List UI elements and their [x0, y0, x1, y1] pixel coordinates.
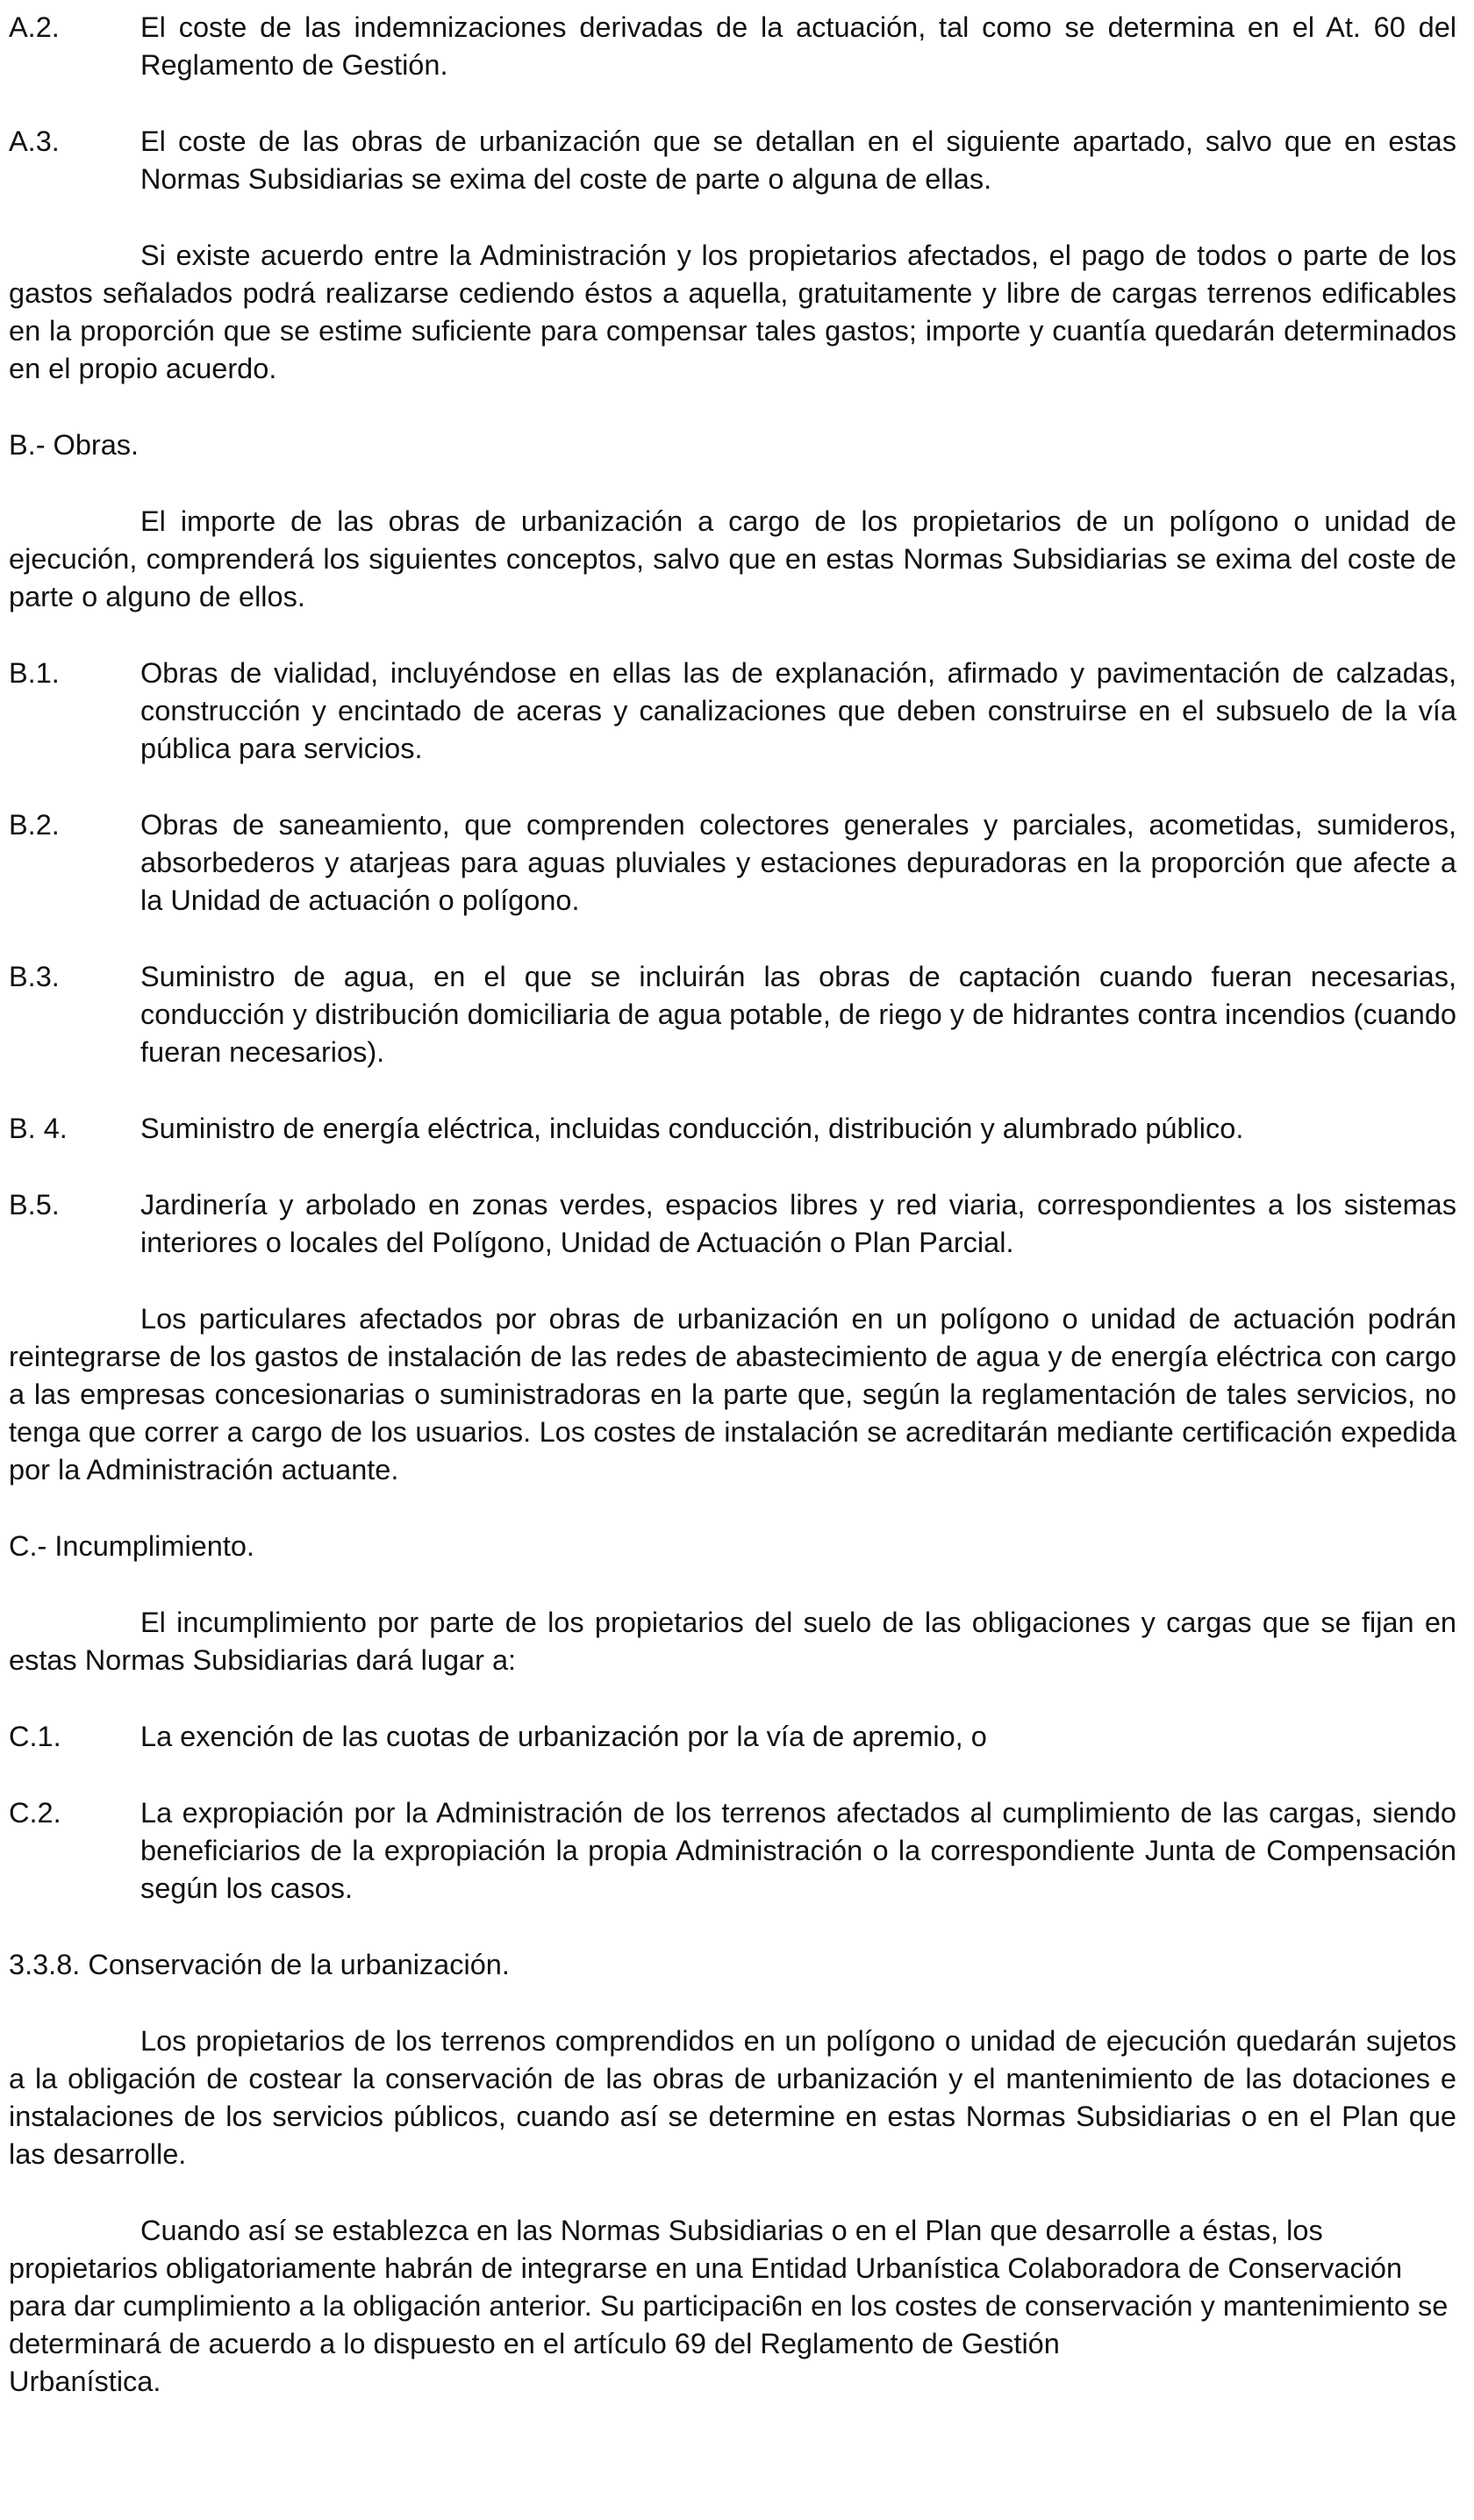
- heading-conservacion: 3.3.8. Conservación de la urbanización.: [9, 1949, 510, 1980]
- paragraph-conservacion-obligation: Los propietarios de los terrenos comprendidos en un polígono o unidad de ejecución quedarán sujetos a la obligación de costear la conservación de las obras de urbanización y el mantenimiento de las dotaciones e instalaciones de los servicios públicos, cuando así se determine en estas Normas Subsidiarias o en el Plan que las desarrolle.: [9, 2025, 1456, 2170]
- item-text: La exención de las cuotas de urbanización por la vía de apremio, o: [140, 1721, 987, 1752]
- list-item: [9, 806, 1456, 920]
- heading-obras: B.- Obras.: [9, 429, 140, 461]
- item-number: B.3.: [9, 961, 60, 992]
- list-item: [9, 123, 1456, 198]
- item-number: B.5.: [9, 1189, 60, 1221]
- document-page: [9, 9, 1456, 2401]
- paragraph-conservacion-entity: [9, 2212, 1456, 2401]
- item-number: A.3.: [9, 125, 60, 157]
- item-number: B.2.: [9, 809, 60, 841]
- item-text: El coste de las indemnizaciones derivadas de la actuación, tal como se determina en el At. 60 del Reglamento de Gestión.: [140, 11, 1456, 81]
- item-text: El coste de las obras de urbanización que se detallan en el siguiente apartado, salvo que en estas Normas Subsidiarias se exima del coste de parte o alguna de ellas.: [140, 125, 1456, 195]
- paragraph-incumplimiento-intro: El incumplimiento por parte de los propietarios del suelo de las obligaciones y cargas que se fijan en estas Normas Subsidiarias dará lugar a:: [9, 1607, 1456, 1676]
- paragraph-conservacion-entity-end: Urbanística.: [9, 2366, 161, 2397]
- paragraph-conservacion-entity-text: Cuando así se establezca en las Normas Subsidiarias o en el Plan que desarrolle a éstas, los propietarios obligatoriamente habrán de integrarse en una Entidad Urbanística Colaboradora de Conservación para dar cumplimiento a la obligación anterior. Su participaci6n en los costes de conservación y mantenimiento se determinará de acuerdo a lo dispuesto en el artículo 69 del Reglamento de Gestión: [9, 2215, 1449, 2359]
- list-item: [9, 1718, 1456, 1756]
- list-item: [9, 958, 1456, 1071]
- paragraph-reimbursement: Los particulares afectados por obras de urbanización en un polígono o unidad de actuación podrán reintegrarse de los gastos de instalación de las redes de abastecimiento de agua y de energía eléctrica con cargo a las empresas concesionarias o suministradoras en la parte que, según la reglamentación de tales servicios, no tenga que correr a cargo de los usuarios. Los costes de instalación se acreditarán mediante certificación expedida por la Administración actuante.: [9, 1303, 1456, 1486]
- item-text: Jardinería y arbolado en zonas verdes, espacios libres y red viaria, correspondientes a los sistemas interiores o locales del Polígono, Unidad de Actuación o Plan Parcial.: [140, 1189, 1456, 1258]
- list-item: [9, 1110, 1456, 1148]
- item-number: A.2.: [9, 11, 60, 43]
- item-text: Obras de vialidad, incluyéndose en ellas las de explanación, afirmado y pavimentación de calzadas, construcción y encintado de aceras y canalizaciones que deben construirse en el subsuelo de la vía pública para servicios.: [140, 657, 1456, 764]
- list-item: [9, 1794, 1456, 1908]
- item-number: C.1.: [9, 1721, 61, 1752]
- list-item: [9, 9, 1456, 84]
- item-number: B.1.: [9, 657, 60, 689]
- paragraph-agreement: Si existe acuerdo entre la Administración y los propietarios afectados, el pago de todos o parte de los gastos señalados podrá realizarse cediendo éstos a aquella, gratuitamente y libre de cargas terrenos edificables en la proporción que se estime suficiente para compensar tales gastos; importe y cuantía quedarán determinados en el propio acuerdo.: [9, 240, 1456, 384]
- item-text: Suministro de agua, en el que se incluirán las obras de captación cuando fueran necesarias, conducción y distribución domiciliaria de agua potable, de riego y de hidrantes contra incendios (cuando fueran necesarios).: [140, 961, 1456, 1068]
- paragraph-obras-intro: El importe de las obras de urbanización a cargo de los propietarios de un polígono o unidad de ejecución, comprenderá los siguientes conceptos, salvo que en estas Normas Subsidiarias se exima del coste de parte o alguno de ellos.: [9, 505, 1456, 612]
- list-item: [9, 1186, 1456, 1262]
- item-text: Suministro de energía eléctrica, incluidas conducción, distribución y alumbrado público.: [140, 1113, 1244, 1144]
- heading-incumplimiento: C.- Incumplimiento.: [9, 1530, 254, 1562]
- item-number: B. 4.: [9, 1113, 68, 1144]
- item-text: La expropiación por la Administración de los terrenos afectados al cumplimiento de las cargas, siendo beneficiarios de la expropiación la propia Administración o la correspondiente Junta de Compensación según los casos.: [140, 1797, 1456, 1904]
- item-number: C.2.: [9, 1797, 61, 1829]
- item-text: Obras de saneamiento, que comprenden colectores generales y parciales, acometidas, sumideros, absorbederos y atarjeas para aguas pluviales y estaciones depuradoras en la proporción que afecte a la Unidad de actuación o polígono.: [140, 809, 1456, 916]
- list-item: [9, 655, 1456, 768]
